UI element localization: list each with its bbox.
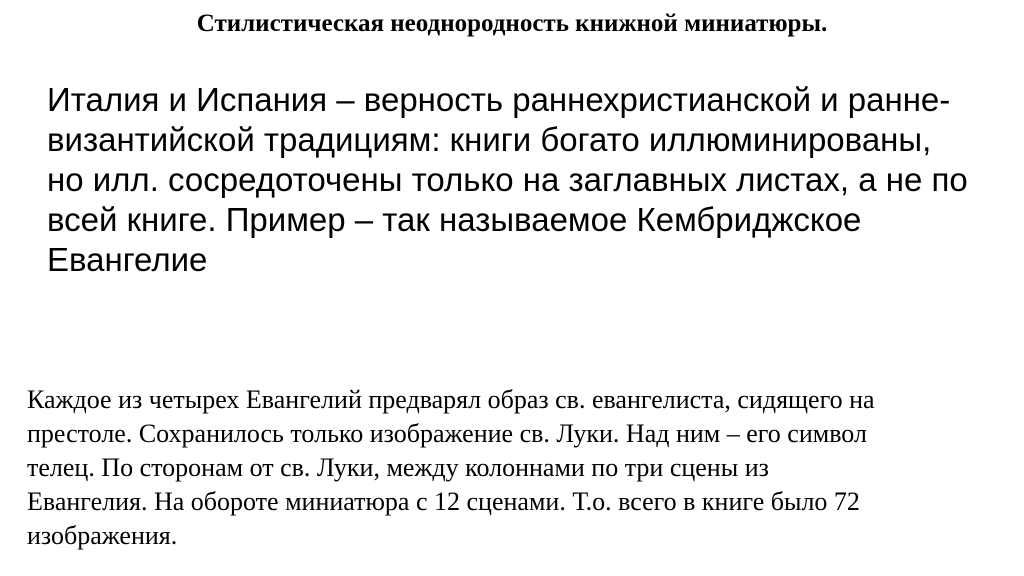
slide-title (0, 7, 1024, 41)
description-line: Каждое из четырех Евангелий предварял образ св. евангелиста, сидящего на (27, 385, 875, 414)
main-paragraph-line: но илл. сосредоточены только на заглавных листах, а не по (47, 161, 968, 198)
description-line: престоле. Сохранилось только изображение св. Луки. Над ним – его символ (27, 419, 867, 448)
description-line: изображения. (27, 521, 178, 550)
main-paragraph-line: византийской традициям: книги богато иллюминированы, (47, 121, 932, 158)
description-line: Евангелия. На обороте миниатюра с 12 сценами. Т.о. всего в книге было 72 (27, 487, 860, 516)
main-paragraph-line: всей книге. Пример – так называемое Кембриджское (47, 201, 862, 238)
main-paragraph (47, 80, 1007, 280)
slide-title-text: Стилистическая неоднородность книжной миниатюры. (196, 10, 828, 37)
main-paragraph-line: Евангелие (47, 241, 208, 278)
description-line: телец. По сторонам от св. Луки, между колоннами по три сцены из (27, 453, 769, 482)
main-paragraph-line: Италия и Испания – верность раннехристианской и ранне- (47, 81, 951, 118)
description-paragraph (27, 383, 1012, 553)
